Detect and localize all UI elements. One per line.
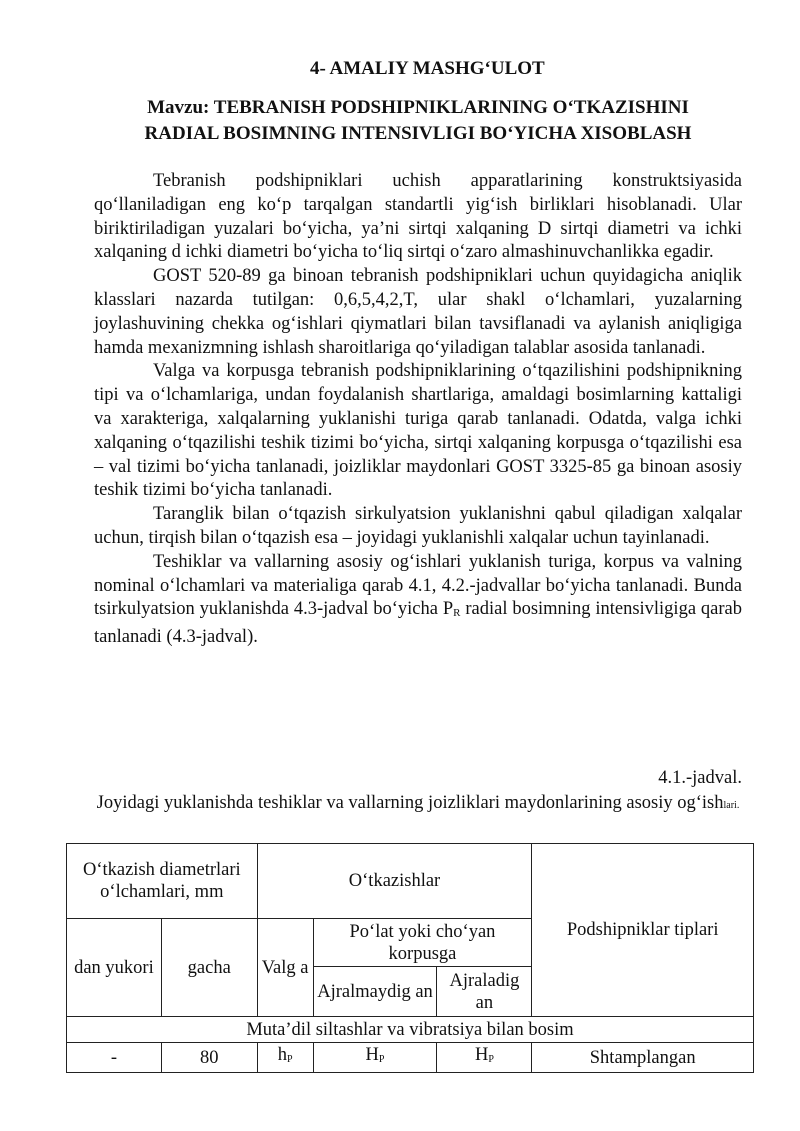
table-caption — [94, 791, 742, 818]
header-housing: Po‘lat yoki cho‘yan korpusga — [313, 919, 532, 967]
header-to: gacha — [161, 919, 257, 1017]
topic-title — [94, 95, 742, 147]
cell-shaft — [257, 1043, 313, 1073]
cell-shaft-main: h — [277, 1045, 287, 1065]
cell-nonsplit — [313, 1043, 437, 1073]
topic-line-2: RADIAL BOSIMNING INTENSIVLIGI BO‘YICHA XISOBLASH — [144, 123, 692, 144]
cell-type: Shtamplangan — [532, 1043, 754, 1073]
cell-to: 80 — [161, 1043, 257, 1073]
cell-nonsplit-main: H — [365, 1045, 379, 1065]
pressure-subscript: R — [453, 607, 461, 620]
paragraph-3: Valga va korpusga tebranish podshipniklarining o‘tqazilishini podshipnikning tipi va o‘lchamlariga, undan foydalanish shartlariga, amaldagi bosimlarning kattaligi va xarakteriga, xalqalarning yuklanishi turiga qarab tanlanadi. Odatda, valga ichki xalqaning o‘tqazilishi teshik tizimi bo‘yicha, sirtqi xalqaning korpusga o‘tqazilishi esa – val tizimi bo‘yicha tanlanadi, joizliklar maydonlari GOST 3325-85 ga binoan asosiy teshik tizimi bo‘yicha tanlanadi. — [94, 361, 742, 501]
header-from: dan yukori — [67, 919, 162, 1017]
cell-nonsplit-sub: P — [378, 1054, 385, 1065]
header-fits: O‘tkazishlar — [257, 844, 532, 919]
paragraph-5 — [94, 551, 742, 650]
table-caption-main: Joyidagi yuklanishda teshiklar va vallarning joizliklari maydonlarining asosiy og‘ish — [96, 793, 724, 813]
body-text — [94, 170, 742, 650]
topic-line-1: Mavzu: TEBRANISH PODSHIPNIKLARINING O‘TKAZISHINI — [147, 97, 689, 118]
header-split: Ajraladig an — [437, 967, 532, 1017]
paragraph-1: Tebranish podshipniklari uchish apparatlarining konstruktsiyasida qo‘llaniladigan eng ko‘p tarqalgan standartli yig‘ish birliklari hisoblanadi. Ular biriktiriladigan yuzalari bo‘yicha, ya’ni sirtqi xalqaning D sirtqi diametri va ichki xalqaning d ichki diametri bo‘yicha to‘liq sirtqi o‘zaro almashinuvchanlikka egadir. — [94, 171, 742, 263]
paragraph-2: GOST 520-89 ga binoan tebranish podshipniklari uchun quyidagicha aniqlik klasslari nazarda tutilgan: 0,6,5,4,2,T, ular shakl o‘lchamlari, yuzalarning joylashuvining chekka og‘ishlari qiymatlari bilan tavsiflanadi va aylanish aniqligiga hamda mexanizmning ishlash sharoitlariga qo‘yiladigan talablar asosida tanlanadi. — [94, 266, 742, 358]
cell-shaft-sub: P — [286, 1054, 293, 1065]
exercise-heading: 4- AMALIY MASHG‘ULOT — [310, 58, 545, 79]
cell-split-main: H — [474, 1045, 489, 1065]
cell-split — [437, 1043, 532, 1073]
table-row — [67, 1043, 754, 1073]
paragraph-5-text: Teshiklar va vallarning asosiy og‘ishlari yuklanish turiga, korpus va valning nominal o‘lchamlari va materialiga qarab 4.1, 4.2.-jadvallar bo‘yicha tanlanadi. Bunda tsirkulyatsion yuklanishda 4.3-jadval bo‘yicha P — [94, 551, 742, 620]
cell-split-sub: P — [488, 1054, 494, 1065]
section-row: Muta’dil siltashlar va vibratsiya bilan bosim — [67, 1017, 754, 1043]
table-number: 4.1.-jadval. — [658, 768, 742, 788]
fits-table — [66, 843, 754, 1073]
cell-from: - — [67, 1043, 162, 1073]
header-shaft: Valg a — [257, 919, 313, 1017]
header-diameters: O‘tkazish diametrlari o‘lchamlari, mm — [67, 844, 258, 919]
header-nonsplit: Ajralmaydig an — [313, 967, 437, 1017]
paragraph-4: Taranglik bilan o‘tqazish sirkulyatsion yuklanishni qabul qiladigan xalqalar uchun, tirqish bilan o‘tqazish esa – joyidagi yuklanishli xalqalar uchun tayinlanadi. — [94, 504, 742, 548]
paragraph-5-tail: radial bosimning intensivligiga qarab tanlanadi (4.3-jadval). — [94, 599, 742, 648]
header-bearing-types: Podshipniklar tiplari — [532, 844, 754, 1017]
table-caption-tail: lari. — [723, 800, 740, 811]
